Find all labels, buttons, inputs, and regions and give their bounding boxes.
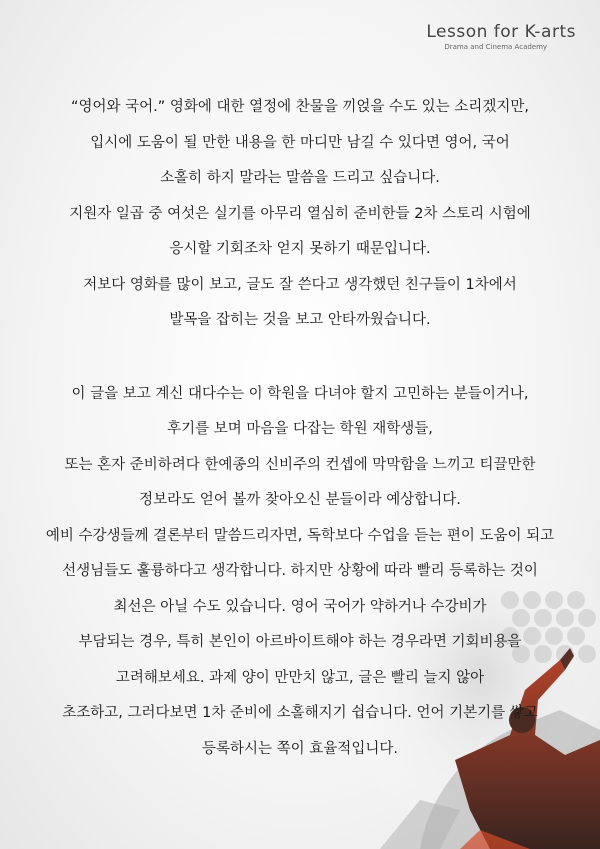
text-line: “영어와 국어.” 영화에 대한 열정에 찬물을 끼얹을 수도 있는 소리겠지만, [71,99,529,115]
text-line: 예비 수강생들께 결론부터 말씀드리자면, 독학보다 수업을 듣는 편이 도움이 되고 [45,527,555,544]
text-line: 이 글을 보고 계신 대다수는 이 학원을 다녀야 할지 고민하는 분들이거나, [71,385,529,402]
paragraph-1 [0,90,600,339]
text-line: 정보라도 얻어 볼까 찾아오신 분들이라 예상합니다. [139,492,461,508]
letter-body [0,90,600,767]
text-line: 소홀히 하지 말라는 말씀을 드리고 싶습니다. [160,170,440,186]
text-line: 저보다 영화를 많이 보고, 글도 잘 쓴다고 생각했던 친구들이 1차에서 [83,276,517,293]
text-line: 등록하시는 쪽이 효율적입니다. [202,740,398,757]
paragraph-gap [0,339,600,377]
brand-subtitle: Drama and Cinema Academy [444,43,548,51]
text-line: 초조하고, 그러다보면 1차 준비에 소홀해지기 쉽습니다. 언어 기본기를 쌓고 [62,705,538,721]
text-line: 응시할 기회조차 얻지 못하기 때문입니다. [169,241,431,257]
text-line: 또는 혼자 준비하려다 한예종의 신비주의 컨셉에 막막함을 느끼고 티끌만한 [64,456,536,473]
text-line: 후기를 보며 마음을 다잡는 학원 재학생들, [167,421,433,437]
text-line: 최선은 아닐 수도 있습니다. 영어 국어가 약하거나 수강비가 [113,598,487,615]
text-line: 입시에 도움이 될 만한 내용을 한 마디만 남길 수 있다면 영어, 국어 [90,134,510,151]
text-line: 지원자 일곱 중 여섯은 실기를 아무리 열심히 준비한들 2차 스토리 시험에 [69,205,531,222]
text-line: 부담되는 경우, 특히 본인이 아르바이트해야 하는 경우라면 기회비용을 [78,634,522,650]
text-line: 발목을 잡히는 것을 보고 안타까웠습니다. [169,312,431,328]
brand-logo [426,22,576,51]
text-line: 고려해보세요. 과제 양이 만만치 않고, 글은 빨리 늘지 않아 [115,669,485,686]
paragraph-2 [0,377,600,768]
brand-title: Lesson for K-arts [426,22,576,42]
text-line: 선생님들도 훌륭하다고 생각합니다. 하지만 상황에 따라 빨리 등록하는 것이 [62,563,538,579]
